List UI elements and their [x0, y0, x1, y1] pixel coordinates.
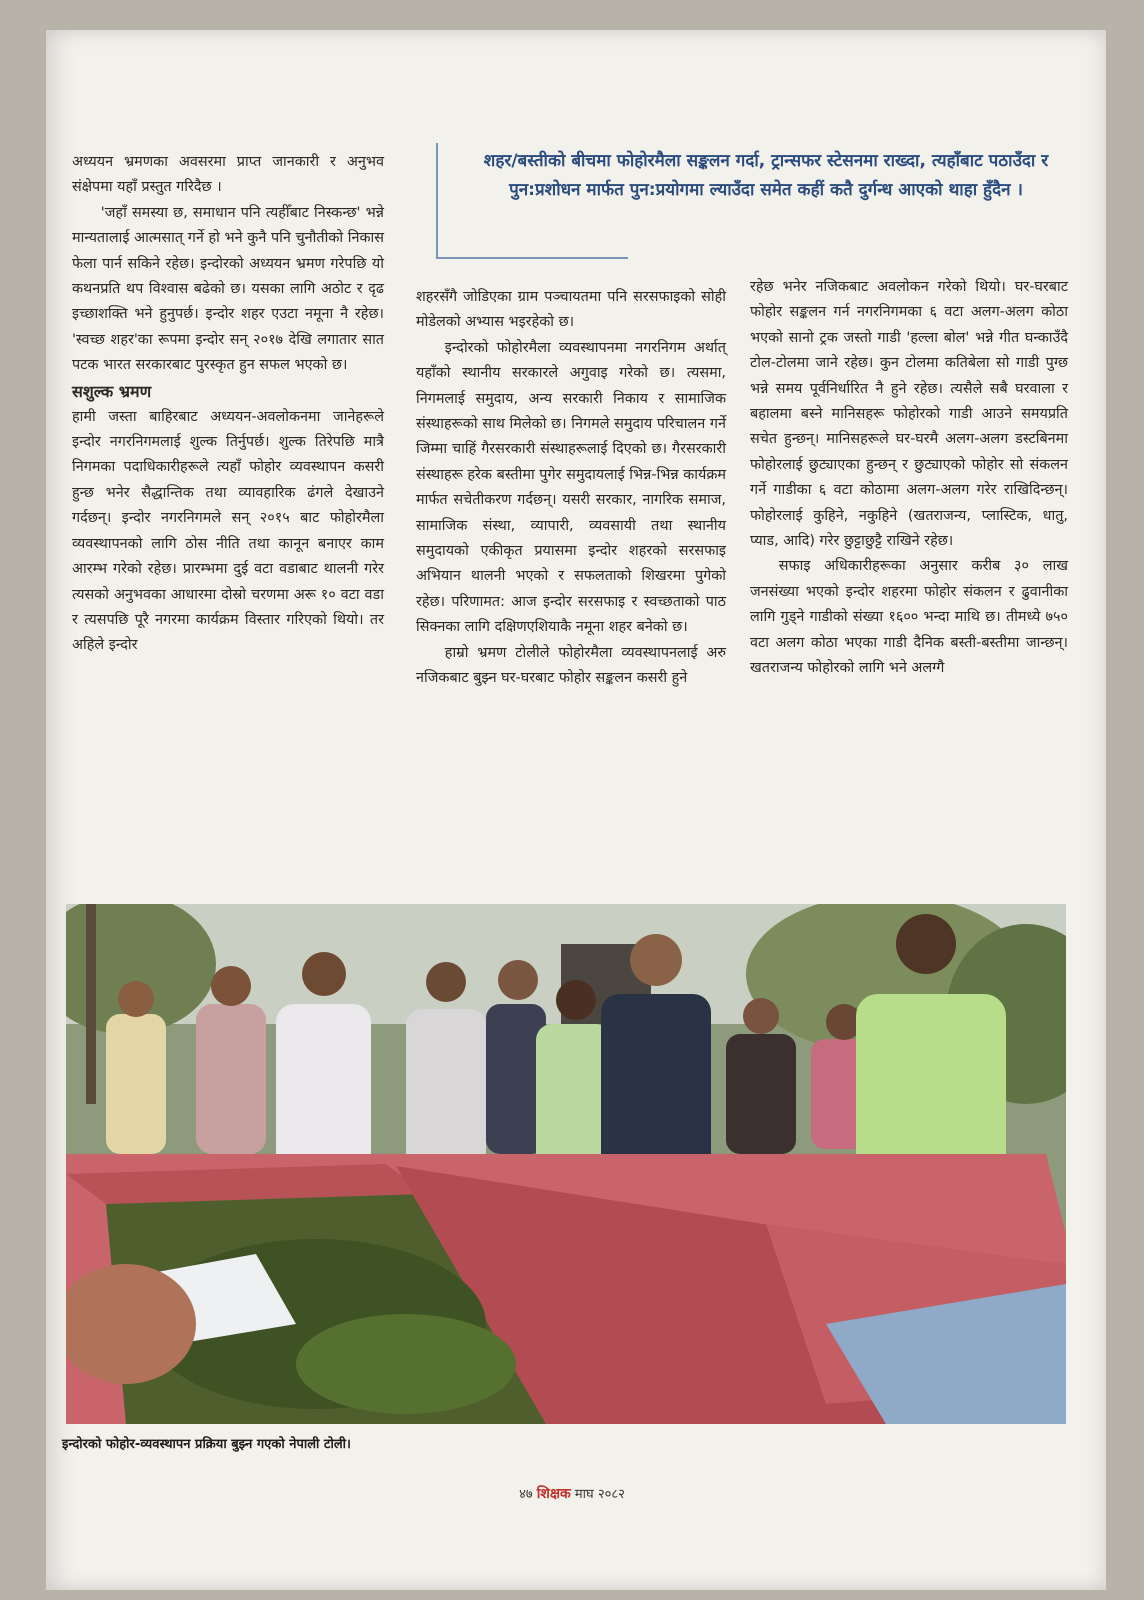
text-column-1	[72, 150, 384, 659]
magazine-name: शिक्षक	[536, 1486, 571, 1502]
paragraph: हाम्रो भ्रमण टोलीले फोहोरमैला व्यवस्थापनलाई अरु नजिकबाट बुझ्न घर-घरबाट फोहोर सङ्कलन कसरी हुने	[416, 644, 726, 687]
issue-date: माघ २०८२	[574, 1487, 625, 1502]
paragraph: रहेछ भनेर नजिकबाट अवलोकन गरेको थियो। घर-घरबाट फोहोर सङ्कलन गर्न नगरनिगमका ६ वटा अलग-अलग कोठा भएको सानो ट्रक जस्तो गाडी 'हल्ला बोल' भन्ने गीत घन्काउँदै टोल-टोलमा जाने रहेछ। कुन टोलमा कतिबेला सो गाडी पुग्छ भन्ने समय पूर्वनिर्धारित नै हुने रहेछ। त्यसैले सबै घरवाला र बहालमा बस्ने मानिसहरू फोहोरको गाडी आउने समयप्रति सचेत हुन्छन्। मानिसहरूले घर-घरमै अलग-अलग डस्टबिनमा फोहोरलाई छुट्याएका हुन्छन् र छुट्याएको फोहोर सो संकलन गर्ने गाडीका ६ वटा कोठामा अलग-अलग गरेर राखिदिन्छन्। फोहोरलाई कुहिने, नकुहिने (खतराजन्य, प्लास्टिक, धातु, प्याड, आदि) गरेर छुट्टाछुट्टै राखिने रहेछ।	[750, 279, 1068, 550]
page-footer	[0, 1484, 1144, 1503]
text-column-3	[750, 275, 1068, 682]
photo-illustration	[66, 904, 1066, 1424]
text-column-2	[416, 285, 726, 692]
paragraph: इन्दोरको फोहोरमैला व्यवस्थापनमा नगरनिगम अर्थात् यहाँको स्थानीय सरकारले अगुवाइ गरेको छ। त्यसमा, निगमलाई समुदाय, अन्य सरकारी निकाय र सामाजिक संस्थाहरूको साथ मिलेको छ। निगमले समुदाय परिचालन गर्ने जिम्मा चाहिं गैरसरकारी संस्थाहरूलाई दिएको छ। गैरसरकारी संस्थाहरू हरेक बस्तीमा पुगेर समुदायलाई भिन्न-भिन्न कार्यक्रम मार्फत सचेतीकरण गर्दछन्। यसरी सरकार, नागरिक समाज, सामाजिक संस्था, व्यापारी, व्यवसायी तथा स्थानीय समुदायको एकीकृत प्रयासमा इन्दोर शहरको सरसफाइ अभियान थालनी भएको र सफलताको शिखरमा पुगेको रहेछ। परिणामत: आज इन्दोर सरसफाइ र स्वच्छताको पाठ सिक्नका लागि दक्षिणएशियाकै नमूना शहर बनेको छ।	[416, 339, 726, 636]
paragraph: शहरसँगै जोडिएका ग्राम पञ्चायतमा पनि सरसफाइको सोही मोडेलको अभ्यास भइरहेको छ।	[416, 289, 726, 331]
pull-quote-text: शहर/बस्तीको बीचमा फोहोरमैला सङ्कलन गर्दा, ट्रान्सफर स्टेसनमा राख्दा, त्यहाँबाट पठाउँदा र पुन:प्रशोधन मार्फत पुन:प्रयोगमा ल्याउँदा समेत कहीं कतै दुर्गन्ध आएको थाहा हुँदैन ।	[483, 151, 1049, 200]
photo-caption: इन्दोरको फोहोर-व्यवस्थापन प्रक्रिया बुझ्न गएको नेपाली टोली।	[62, 1437, 351, 1452]
paragraph: 'जहाँ समस्या छ, समाधान पनि त्यहीँबाट निस्कन्छ' भन्ने मान्यतालाई आत्मसात् गर्ने हो भने कुनै पनि चुनौतीको निकास फेला पार्न सकिने रहेछ। इन्दोरको अध्ययन भ्रमण गरेपछि यो कथनप्रति थप विश्वास बढेको छ। यसका लागि अठोट र दृढ इच्छाशक्ति भने हुनुपर्छ। इन्दोर शहर एउटा नमूना नै रहेछ। 'स्वच्छ शहर'का रूपमा इन्दोर सन् २०१७ देखि लगातार सात पटक भारत सरकारबाट पुरस्कृत हुन सफल भएको छ।	[72, 204, 384, 374]
paragraph: अध्ययन भ्रमणका अवसरमा प्राप्त जानकारी र अनुभव संक्षेपमा यहाँ प्रस्तुत गरिदैछ ।	[72, 154, 384, 196]
section-heading: सशुल्क भ्रमण	[72, 381, 152, 401]
pull-quote	[436, 143, 1078, 259]
page-number: ४७	[519, 1487, 533, 1502]
paragraph: हामी जस्ता बाहिरबाट अध्ययन-अवलोकनमा जानेहरूले इन्दोर नगरनिगमलाई शुल्क तिर्नुपर्छ। शुल्क तिरेपछि मात्रै निगमका पदाधिकारीहरूले त्यहाँ फोहोर व्यवस्थापन कसरी हुन्छ भनेर सैद्धान्तिक तथा व्यावहारिक ढंगले देखाउने गर्दछन्। इन्दोर नगरनिगमले सन् २०१५ बाट फोहोरमैला व्यवस्थापनको लागि ठोस नीति तथा कानून बनाएर काम आरम्भ गरेको रहेछ। प्रारम्भमा दुई वटा वडाबाट थालनी गरेर त्यसको अनुभवका आधारमा दोस्रो चरणमा अरू १० वटा वडा र त्यसपछि पूरै नगरमा कार्यक्रम विस्तार गरिएको थियो। तर अहिले इन्दोर	[72, 408, 384, 654]
paragraph: सफाइ अधिकारीहरूका अनुसार करीब ३० लाख जनसंख्या भएको इन्दोर शहरमा फोहोर संकलन र ढुवानीका लागि गुड्ने गाडीको संख्या १६०० भन्दा माथि छ। तीमध्ये ७५० वटा अलग कोठा भएका गाडी दैनिक बस्ती-बस्तीमा जान्छन्। खतराजन्य फोहोरको लागि भने अलग्गै	[750, 558, 1068, 677]
article-photo	[66, 904, 1066, 1424]
